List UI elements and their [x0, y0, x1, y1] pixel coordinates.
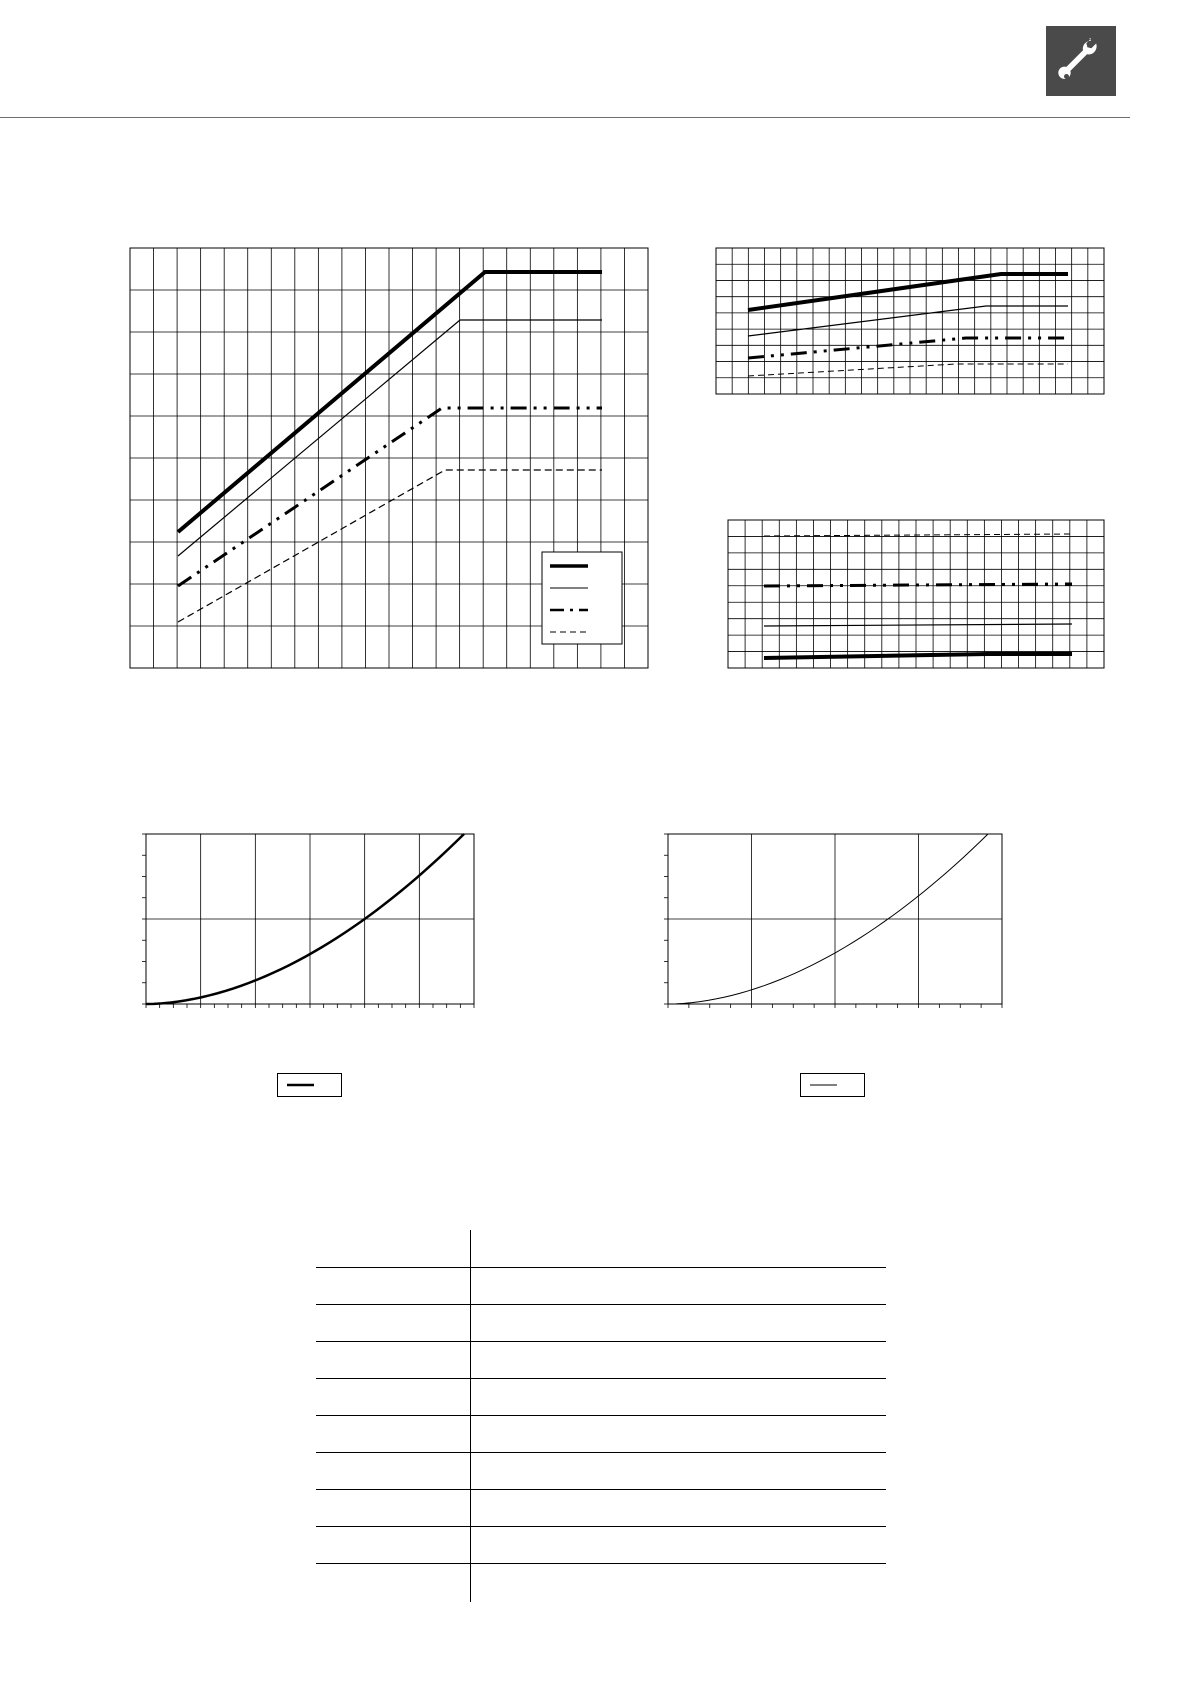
middle-right-chart — [728, 520, 1106, 670]
table-row-divider — [316, 1489, 886, 1490]
series-line-1 — [764, 654, 1072, 658]
series-line-4 — [178, 470, 602, 622]
table-row-divider — [316, 1563, 886, 1564]
table-column-divider — [470, 1230, 471, 1602]
main-chart — [130, 248, 650, 670]
series-line-3 — [748, 338, 1068, 358]
header-rule — [0, 117, 1130, 118]
main-chart-legend — [542, 552, 622, 644]
table-row-divider — [316, 1526, 886, 1527]
chart-grid — [142, 834, 474, 1008]
main-chart-series — [178, 272, 602, 622]
table-row-divider — [316, 1304, 886, 1305]
table-row-divider — [316, 1415, 886, 1416]
series-line-2 — [178, 320, 602, 556]
tool-badge — [1046, 26, 1116, 96]
series-line-2 — [764, 624, 1072, 626]
table-row-divider — [316, 1378, 886, 1379]
wrench-icon — [1057, 37, 1105, 85]
bottom-right-legend — [800, 1073, 866, 1098]
series-line-3 — [764, 584, 1072, 586]
bottom-left-legend — [277, 1073, 343, 1098]
table-row-divider — [316, 1341, 886, 1342]
bottom-right-chart — [668, 834, 1004, 1006]
chart-grid — [716, 248, 1104, 394]
top-right-chart — [716, 248, 1106, 396]
series-line-4 — [764, 534, 1072, 536]
bottom-left-chart — [146, 834, 476, 1006]
chart-grid — [664, 834, 1002, 1008]
series-line-1 — [178, 272, 602, 532]
series-line-1 — [748, 274, 1068, 310]
chart-grid — [728, 520, 1104, 668]
table-row-divider — [316, 1267, 886, 1268]
series-line-4 — [748, 364, 1068, 376]
series-line-3 — [178, 408, 602, 586]
table-row-divider — [316, 1452, 886, 1453]
series-line-2 — [748, 306, 1068, 336]
